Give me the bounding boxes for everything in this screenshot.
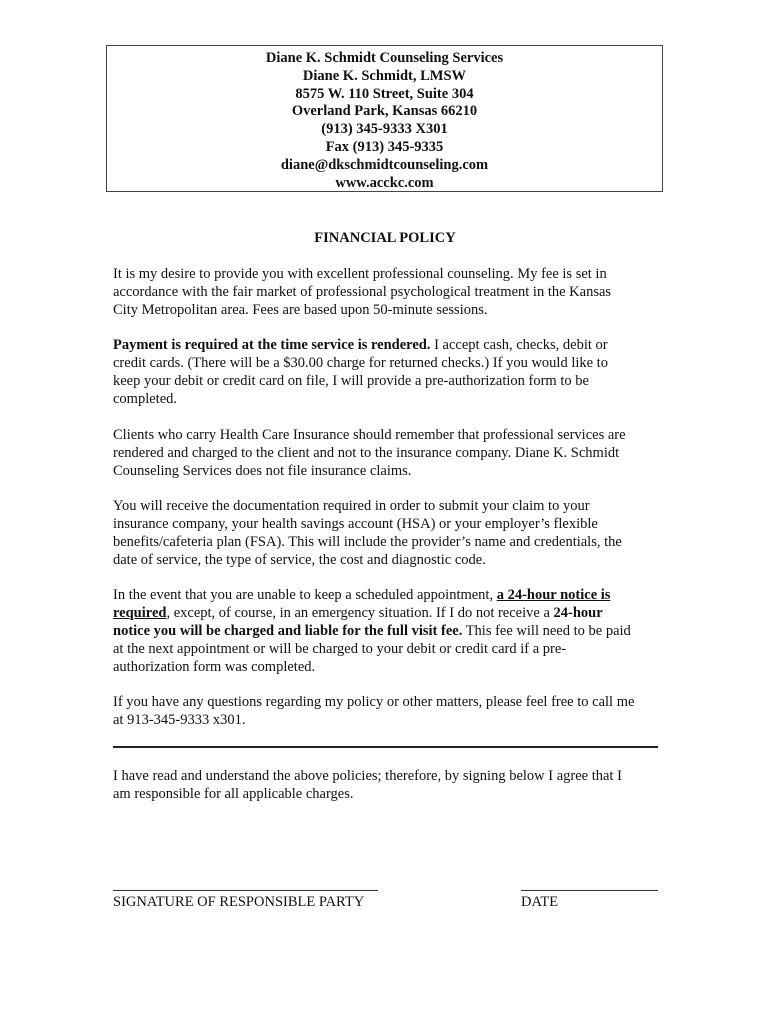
notice-emphasis: required [113,605,167,621]
notice-emphasis: notice you will be charged and liable for the full visit fee. [113,623,463,639]
fax-number: Fax (913) 345-9335 [325,138,444,155]
page-title: FINANCIAL POLICY [314,230,456,246]
paragraph-line: rendered and charged to the client and not to the insurance company. Diane K. Schmidt [113,445,620,461]
line-text: , except, of course, in an emergency situation. If I do not receive a [166,605,554,621]
paragraph-line [113,586,673,604]
paragraph-line: Clients who carry Health Care Insurance should remember that professional services are [113,427,626,443]
paragraph-line: keep your debit or credit card on file, I will provide a pre-authorization form to be [113,373,589,389]
paragraph-line [113,336,673,354]
line-text: In the event that you are unable to keep a scheduled appointment, [113,587,497,603]
notice-emphasis: a 24-hour notice is [496,587,611,603]
website: www.acckc.com [335,174,434,191]
phone-number: (913) 345-9333 X301 [321,121,448,138]
city-state-zip: Overland Park, Kansas 66210 [291,103,478,120]
section-divider [113,746,658,748]
paragraph-insurance [113,426,673,480]
paragraph-line [113,622,673,640]
paragraph-line: authorization form was completed. [113,659,316,675]
date-label: DATE [521,894,559,910]
line-text: This fee will need to be paid [462,623,631,639]
paragraph-line: accordance with the fair market of professional psychological treatment in the Kansas [113,284,612,300]
payment-required-emphasis: Payment is required at the time service is rendered. [113,337,431,353]
paragraph-line: credit cards. (There will be a $30.00 charge for returned checks.) If you would like to [113,355,608,371]
acknowledgement-text [113,767,673,803]
street-address: 8575 W. 110 Street, Suite 304 [295,85,474,102]
signature-label: SIGNATURE OF RESPONSIBLE PARTY [113,894,365,910]
paragraph-line: date of service, the type of service, the cost and diagnostic code. [113,552,486,568]
paragraph-line: Counseling Services does not file insurance claims. [113,463,412,479]
paragraph-line: am responsible for all applicable charges. [113,786,354,802]
signature-line[interactable] [113,890,378,891]
paragraph-questions [113,693,673,729]
paragraph-payment [113,336,673,408]
paragraph-line: completed. [113,391,178,407]
paragraph-line: You will receive the documentation required in order to submit your claim to your [113,498,590,514]
date-line[interactable] [521,890,658,891]
paragraph-documentation [113,497,673,569]
paragraph-fees [113,265,673,319]
paragraph-line: benefits/cafeteria plan (FSA). This will include the provider’s name and credentials, the [113,534,622,550]
paragraph-line: City Metropolitan area. Fees are based upon 50-minute sessions. [113,302,488,318]
paragraph-line: at the next appointment or will be charged to your debit or credit card if a pre- [113,641,567,657]
paragraph-line: at 913-345-9333 x301. [113,712,246,728]
practice-name: Diane K. Schmidt Counseling Services [265,50,504,66]
paragraph-line: If you have any questions regarding my policy or other matters, please feel free to call me [113,694,635,710]
letterhead-box [106,45,663,192]
provider-name: Diane K. Schmidt, LMSW [302,67,467,84]
paragraph-line: I have read and understand the above policies; therefore, by signing below I agree that I [113,768,622,784]
paragraph-line: It is my desire to provide you with excellent professional counseling. My fee is set in [113,266,607,282]
paragraph-line: insurance company, your health savings account (HSA) or your employer’s flexible [113,516,598,532]
notice-emphasis: 24-hour [553,605,603,621]
line-text: I accept cash, checks, debit or [430,337,608,353]
paragraph-cancellation [113,586,673,676]
email-address: diane@dkschmidtcounseling.com [280,156,489,173]
paragraph-line [113,604,673,622]
